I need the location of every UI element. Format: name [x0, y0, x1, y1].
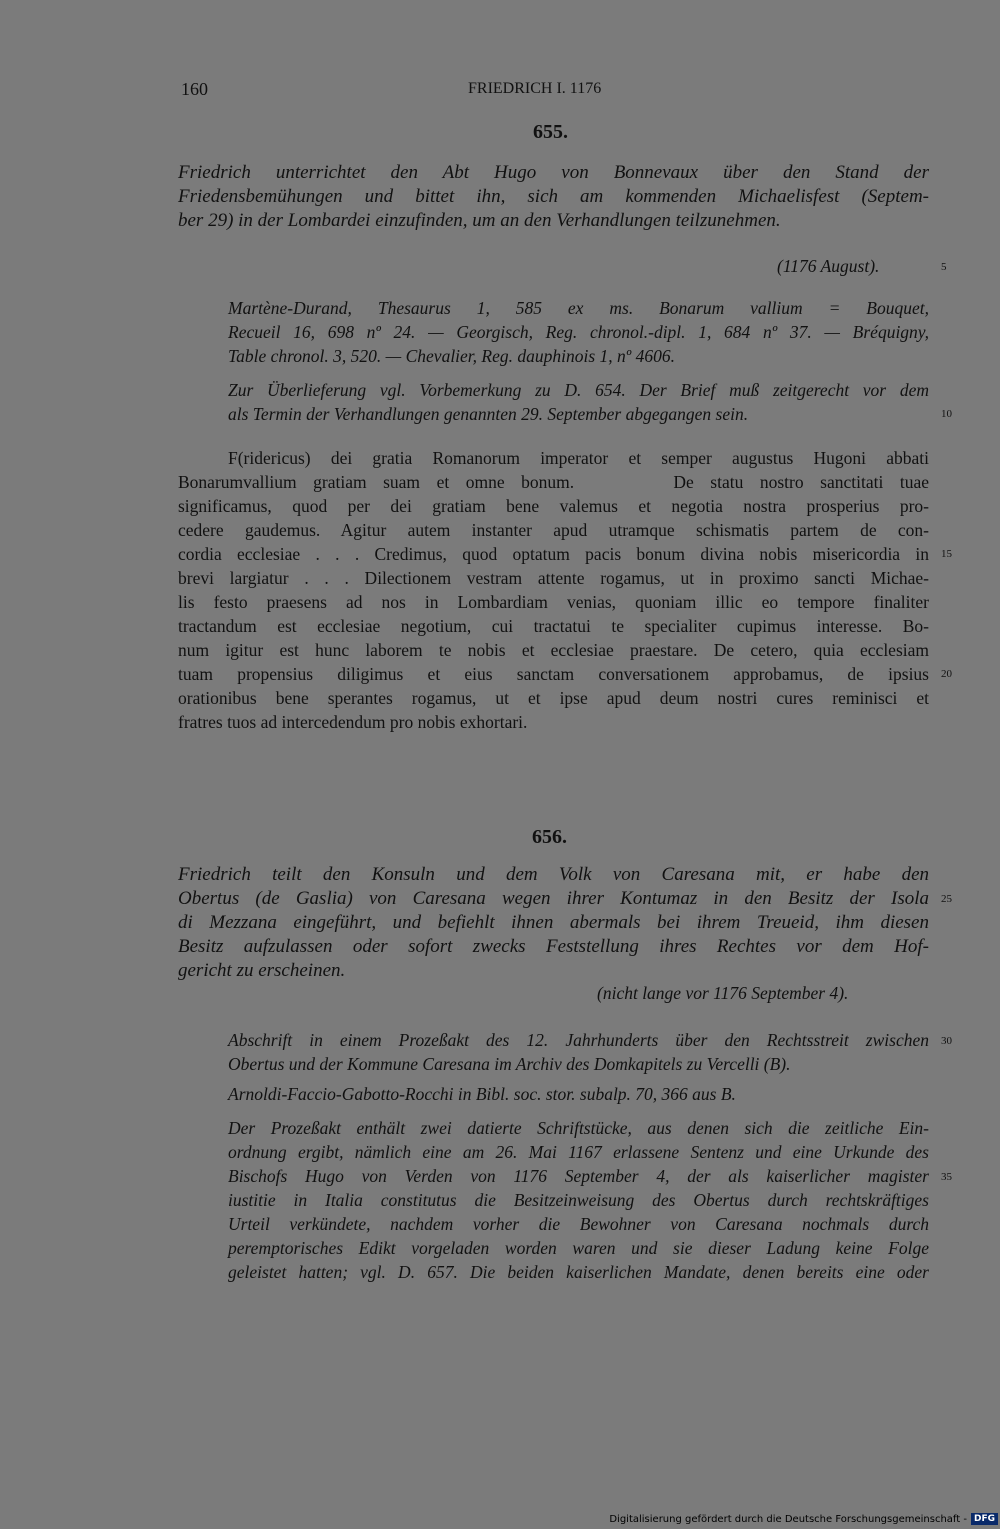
note-656-line-1: Der Prozeßakt enthält zwei datierte Schriftstücke, aus denen sich die zeitliche Ein-	[228, 1118, 929, 1138]
line-number-30: 30	[941, 1035, 952, 1047]
summary-656-line-3: di Mezzana eingeführt, und befiehlt ihnen abermals bei ihrem Treueid, ihm diesen	[178, 912, 929, 933]
summary-655-line-1: Friedrich unterrichtet den Abt Hugo von Bonnevaux über den Stand der	[178, 162, 929, 183]
note-655-line-1: Zur Überlieferung vgl. Vorbemerkung zu D. 654. Der Brief muß zeitgerecht vor dem	[228, 380, 929, 400]
summary-656-line-4: Besitz aufzulassen oder sofort zwecks Feststellung ihres Rechtes vor dem Hof-	[178, 936, 929, 957]
page-number: 160	[181, 79, 208, 99]
footer-text: Digitalisierung gefördert durch die Deutsche Forschungsgemeinschaft -	[609, 1513, 967, 1525]
note-656-line-4: iustitie in Italia constitutus die Besitzeinweisung des Obertus durch rechtskräftiges	[228, 1190, 929, 1210]
text-655-line-3: significamus, quod per dei gratiam bene valemus et negotia nostra prosperius pro-	[178, 496, 929, 516]
document-number-655: 655.	[533, 121, 568, 143]
text-655-line-7: lis festo praesens ad nos in Lombardiam venias, quoniam illic eo tempore finaliter	[178, 592, 929, 612]
summary-656-line-5: gericht zu erscheinen.	[178, 960, 346, 981]
running-title: FRIEDRICH I. 1176	[468, 80, 602, 97]
text-655-line-1: F(ridericus) dei gratia Romanorum imperator et semper augustus Hugoni abbati	[228, 448, 929, 468]
footer	[609, 1513, 998, 1525]
note-656-line-7: geleistet hatten; vgl. D. 657. Die beiden kaiserlichen Mandate, denen bereits eine oder	[228, 1262, 929, 1282]
line-number-25: 25	[941, 893, 952, 905]
sources-656-line-2: Obertus und der Kommune Caresana im Archiv des Domkapitels zu Vercelli (B).	[228, 1054, 791, 1074]
note-656-line-2: ordnung ergibt, nämlich eine am 26. Mai 1167 erlassene Sentenz und eine Urkunde des	[228, 1142, 929, 1162]
note-656-line-5: Urteil verkündete, nachdem vorher die Bewohner von Caresana nochmals durch	[228, 1214, 929, 1234]
line-number-20: 20	[941, 668, 952, 680]
sources-655-line-3: Table chronol. 3, 520. — Chevalier, Reg. dauphinois 1, nº 4606.	[228, 346, 675, 366]
sources-656-line-3: Arnoldi-Faccio-Gabotto-Rocchi in Bibl. soc. stor. subalp. 70, 366 aus B.	[228, 1084, 736, 1104]
document-number-656: 656.	[532, 826, 567, 848]
note-656-line-3: Bischofs Hugo von Verden von 1176 September 4, der als kaiserlicher magister	[228, 1166, 929, 1186]
text-655-line-5: cordia ecclesiae . . . Credimus, quod optatum pacis bonum divina nobis misericordia in	[178, 544, 929, 564]
summary-656-line-1: Friedrich teilt den Konsuln und dem Volk von Caresana mit, er habe den	[178, 864, 929, 885]
text-655-line-11: orationibus bene sperantes rogamus, ut et ipse apud deum nostri cures reminisci et	[178, 688, 929, 708]
text-655-line-12: fratres tuos ad intercedendum pro nobis exhortari.	[178, 712, 528, 732]
line-number-35: 35	[941, 1171, 952, 1183]
date-656: (nicht lange vor 1176 September 4).	[597, 983, 849, 1003]
note-656-line-6: peremptorisches Edikt vorgeladen worden waren und sie dieser Ladung keine Folge	[228, 1238, 929, 1258]
sources-656-line-1: Abschrift in einem Prozeßakt des 12. Jahrhunderts über den Rechtsstreit zwischen	[228, 1030, 929, 1050]
text-655-line-10: tuam propensius diligimus et eius sanctam conversationem approbamus, de ipsius	[178, 664, 929, 684]
line-number-10: 10	[941, 408, 952, 420]
summary-656-line-2: Obertus (de Gaslia) von Caresana wegen ihrer Kontumaz in den Besitz der Isola	[178, 888, 929, 909]
text-655-line-9: num igitur est hunc laborem te nobis et ecclesiae praestare. De cetero, quia ecclesiam	[178, 640, 929, 660]
summary-655-line-3: ber 29) in der Lombardei einzufinden, um an den Verhandlungen teilzunehmen.	[178, 210, 781, 231]
sources-655-line-1: Martène-Durand, Thesaurus 1, 585 ex ms. Bonarum vallium = Bouquet,	[228, 298, 929, 318]
text-655-line-4: cedere gaudemus. Agitur autem instanter apud utramque schismatis partem de con-	[178, 520, 929, 540]
text-655-line-2: Bonarumvallium gratiam suam et omne bonum. De statu nostro sanctitati tuae	[178, 472, 929, 492]
line-number-15: 15	[941, 548, 952, 560]
text-655-line-8: tractandum est ecclesiae negotium, cui tractatui te specialiter cupimus interesse. Bo-	[178, 616, 929, 636]
line-number-5: 5	[941, 261, 947, 273]
note-655-line-2: als Termin der Verhandlungen genannten 29. September abgegangen sein.	[228, 404, 749, 424]
summary-655-line-2: Friedensbemühungen und bittet ihn, sich am kommenden Michaelisfest (Septem-	[178, 186, 929, 207]
sources-655-line-2: Recueil 16, 698 nº 24. — Georgisch, Reg. chronol.-dipl. 1, 684 nº 37. — Bréquigny,	[228, 322, 929, 342]
dfg-logo: DFG	[971, 1513, 998, 1525]
date-655: (1176 August).	[777, 256, 880, 276]
text-655-line-6: brevi largiatur . . . Dilectionem vestram attente rogamus, ut in proximo sancti Michae-	[178, 568, 929, 588]
